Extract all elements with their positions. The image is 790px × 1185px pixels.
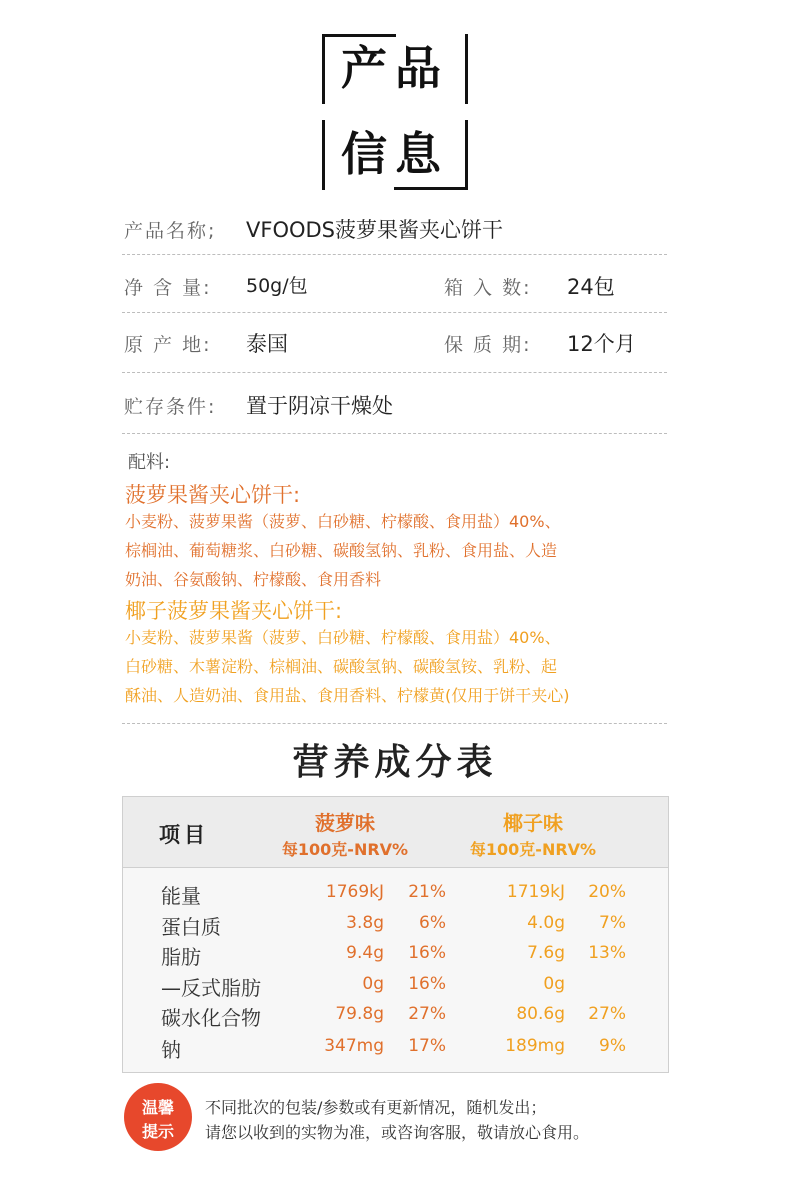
pineapple-value: 347mg xyxy=(324,1036,384,1056)
coconut-ingredients-title: 椰子菠萝果酱夹心饼干: xyxy=(125,599,343,623)
pineapple-ingredients-title: 菠萝果酱夹心饼干: xyxy=(125,483,301,507)
coconut-value: 1719kJ xyxy=(506,882,565,902)
ingredient-line: 奶油、谷氨酸钠、柠檬酸、食用香料 xyxy=(125,570,382,589)
pineapple-nrv: 17% xyxy=(408,1036,446,1056)
pineapple-nrv: 16% xyxy=(408,974,446,994)
coconut-value: 4.0g xyxy=(527,913,565,933)
box-count-label: 箱 入 数: xyxy=(444,277,532,299)
pineapple-ingredients xyxy=(125,507,685,594)
pineapple-value: 0g xyxy=(362,974,384,994)
flavor-pineapple-sub: 每100克-NRV% xyxy=(281,840,409,859)
storage-label: 贮存条件: xyxy=(124,396,217,418)
pineapple-value: 9.4g xyxy=(346,943,384,963)
flavor-pineapple-header: 菠萝味 xyxy=(315,811,375,835)
pineapple-value: 79.8g xyxy=(335,1004,384,1024)
flavor-coconut-header: 椰子味 xyxy=(503,811,563,835)
header-title-line1: 产品 xyxy=(341,41,449,95)
nutrient-name: 脂肪 xyxy=(161,945,201,969)
storage-value: 置于阴凉干燥处 xyxy=(246,394,393,418)
pineapple-nrv: 21% xyxy=(408,882,446,902)
coconut-nrv: 20% xyxy=(588,882,626,902)
pineapple-nrv: 27% xyxy=(408,1004,446,1024)
nutrient-name: 能量 xyxy=(161,884,201,908)
pineapple-value: 3.8g xyxy=(346,913,384,933)
nutrient-name: 碳水化合物 xyxy=(161,1006,261,1030)
header-box-bottom xyxy=(322,120,468,190)
net-content-value: 50g/包 xyxy=(246,275,308,297)
pineapple-value: 1769kJ xyxy=(325,882,384,902)
divider xyxy=(122,433,667,434)
ingredient-line: 小麦粉、菠萝果酱（菠萝、白砂糖、柠檬酸、食用盐）40%、 xyxy=(125,628,561,647)
divider xyxy=(122,723,667,724)
ingredient-line: 棕榈油、葡萄糖浆、白砂糖、碳酸氢钠、乳粉、食用盐、人造 xyxy=(125,541,558,560)
nutrition-table-header xyxy=(123,797,668,868)
tip-text-line1: 不同批次的包装/参数或有更新情况，随机发出； xyxy=(205,1098,547,1117)
nutrition-title: 营养成分表 xyxy=(292,742,498,783)
coconut-value: 80.6g xyxy=(516,1004,565,1024)
coconut-value: 0g xyxy=(543,974,565,994)
coconut-nrv: 27% xyxy=(588,1004,626,1024)
tip-text-line2: 请您以收到的实物为准，或咨询客服，敬请放心食用。 xyxy=(205,1123,590,1142)
origin-label: 原 产 地: xyxy=(124,334,212,356)
net-content-label: 净 含 量: xyxy=(124,277,212,299)
pineapple-nrv: 16% xyxy=(408,943,446,963)
shelf-life-value: 12个月 xyxy=(567,332,636,356)
coconut-nrv: 7% xyxy=(599,913,626,933)
divider xyxy=(122,254,667,255)
nutrient-name: —反式脂肪 xyxy=(161,976,261,1000)
nutrition-table xyxy=(122,796,669,1073)
flavor-coconut-sub: 每100克-NRV% xyxy=(469,840,597,859)
nutrient-name: 蛋白质 xyxy=(161,915,221,939)
coconut-nrv: 13% xyxy=(588,943,626,963)
divider xyxy=(122,312,667,313)
ingredient-line: 白砂糖、木薯淀粉、棕榈油、碳酸氢钠、碳酸氢铵、乳粉、起 xyxy=(125,657,558,676)
divider xyxy=(122,372,667,373)
header-title-line2: 信息 xyxy=(341,127,449,181)
coconut-value: 189mg xyxy=(505,1036,565,1056)
ingredients-label: 配料: xyxy=(128,452,171,473)
tip-badge xyxy=(124,1083,192,1151)
coconut-value: 7.6g xyxy=(527,943,565,963)
header-box-top xyxy=(322,34,468,104)
item-header: 项目 xyxy=(159,823,209,847)
pineapple-nrv: 6% xyxy=(419,913,446,933)
ingredient-line: 小麦粉、菠萝果酱（菠萝、白砂糖、柠檬酸、食用盐）40%、 xyxy=(125,512,561,531)
ingredient-line: 酥油、人造奶油、食用盐、食用香料、柠檬黄(仅用于饼干夹心) xyxy=(125,686,570,705)
tip-badge-line1: 温馨 xyxy=(141,1098,174,1117)
nutrient-name: 钠 xyxy=(161,1038,181,1062)
coconut-ingredients xyxy=(125,623,685,710)
tip-badge-line2: 提示 xyxy=(141,1122,174,1141)
origin-value: 泰国 xyxy=(246,332,288,356)
coconut-nrv: 9% xyxy=(599,1036,626,1056)
shelf-life-label: 保 质 期: xyxy=(444,334,532,356)
product-name-label: 产品名称; xyxy=(124,220,217,242)
product-name-value: VFOODS菠萝果酱夹心饼干 xyxy=(246,218,504,242)
box-count-value: 24包 xyxy=(567,275,615,299)
